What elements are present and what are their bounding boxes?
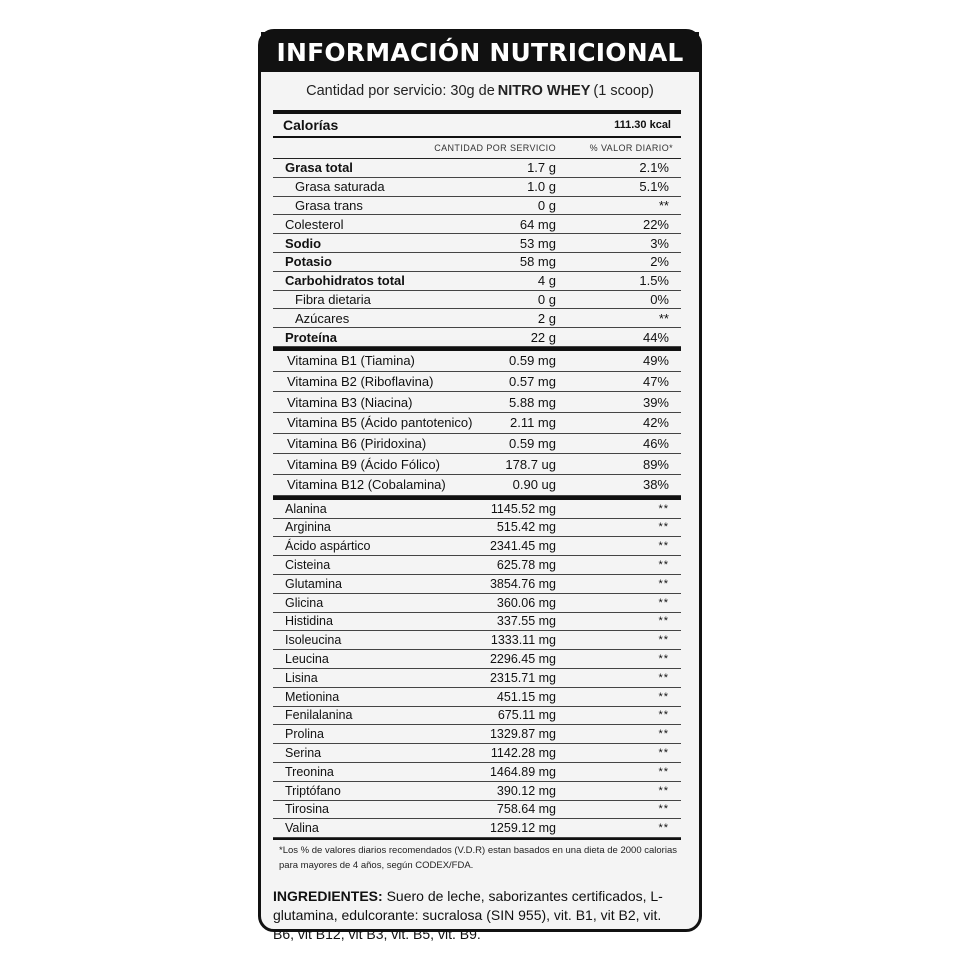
amino-acid-row-label: Leucina [285,652,329,667]
amino-acid-row [273,819,681,838]
amino-acid-row-label: Triptófano [285,783,341,798]
amino-acid-row-daily-value: ** [658,634,669,647]
amino-acid-row [273,519,681,538]
nutrient-row-amount: 1.0 g [527,179,556,195]
amino-acid-row-amount: 1145.52 mg [490,501,556,516]
calories-value: 111.30 kcal [614,119,671,131]
vitamin-row [273,454,681,475]
amino-acid-row [273,669,681,688]
vitamin-row [273,372,681,393]
nutrient-row-amount: 53 mg [519,235,556,251]
vitamin-row-daily-value: 38% [642,477,669,493]
calories-label: Calorías [283,117,339,133]
amino-acid-row-label: Tirosina [285,802,329,817]
column-headers [273,138,681,159]
vitamin-row-amount: 178.7 ug [505,456,556,472]
amino-acid-row-amount: 1142.28 mg [490,746,556,761]
amino-acids-table [273,500,681,838]
nutrient-row-label: Proteína [285,329,338,345]
amino-acid-row [273,707,681,726]
amino-acid-row-amount: 3854.76 mg [489,576,556,591]
amino-acid-row [273,725,681,744]
amino-acid-row-label: Glicina [285,595,324,610]
ingredients [273,887,681,944]
amino-acid-row-amount: 390.12 mg [496,783,556,798]
amino-acid-row-daily-value: ** [658,615,669,628]
amino-acid-row [273,631,681,650]
amino-acid-row-daily-value: ** [658,502,669,515]
nutrient-row-amount: 0 g [537,291,556,307]
amino-acid-row [273,744,681,763]
vitamin-row-daily-value: 47% [642,374,669,389]
nutrition-facts-panel [258,29,702,943]
vitamin-row-label: Vitamina B5 (Ácido pantotenico) [287,415,473,431]
amino-acid-row [273,556,681,575]
amino-acid-row-label: Histidina [285,614,333,629]
amino-acid-row [273,763,681,782]
serving-prefix: Cantidad por servicio: 30g de [306,83,495,99]
vitamin-row [273,392,681,413]
amino-acid-row-daily-value: ** [658,728,669,741]
nutrient-row-amount: 64 mg [519,216,556,232]
nutrient-row [273,272,681,291]
amino-acid-row-label: Ácido aspártico [285,539,371,554]
nutrient-row-daily-value: 1.5% [639,273,669,289]
amino-acid-row-daily-value: ** [658,803,669,816]
nutrient-row-label: Sodio [285,235,322,251]
vitamin-row-daily-value: 46% [642,436,669,452]
amino-acid-row-daily-value: ** [658,784,669,797]
amino-acid-row-amount: 1329.87 mg [489,727,556,742]
nutrient-row-daily-value: 2% [650,254,669,270]
amino-acid-row-daily-value: ** [658,765,669,778]
amino-acid-row-label: Lisina [285,670,318,685]
amino-acid-row-amount: 337.55 mg [496,614,556,629]
nutrient-row-daily-value: 0% [650,291,669,307]
vitamins-table [273,351,681,496]
nutrient-row-label: Grasa saturada [295,179,385,195]
vitamin-row [273,351,681,372]
vitamin-row-label: Vitamina B2 (Riboflavina) [287,374,434,389]
vitamin-row-daily-value: 49% [642,353,669,369]
ingredients-text: Suero de leche, saborizantes certificados, L-glutamina, edulcorante: sucralosa (SIN 955), vit. B1, vit B2, vit. B6, vit B12, vit B3, vit. B5, vit. B9. [273,888,663,943]
nutrient-row [273,309,681,328]
amino-acid-row-label: Glutamina [285,576,342,591]
nutrient-row-daily-value: 3% [650,235,669,251]
vitamin-row [273,434,681,455]
panel-title: INFORMACIÓN NUTRICIONAL [261,32,699,72]
nutrient-row-daily-value: 44% [642,329,669,345]
amino-acid-row [273,537,681,556]
amino-acid-row [273,688,681,707]
amino-acid-row-amount: 515.42 mg [496,520,556,535]
amino-acid-row-label: Cisteina [285,558,331,573]
nutrient-row-amount: 22 g [530,329,556,345]
amino-acid-row-amount: 2341.45 mg [489,539,556,554]
nutrient-row-amount: 58 mg [519,254,556,270]
vitamin-row-amount: 5.88 mg [509,394,556,410]
amino-acid-row [273,594,681,613]
nutrient-row-amount: 4 g [537,273,556,289]
vitamin-row-amount: 0.90 ug [512,477,556,493]
amino-acid-row-amount: 1464.89 mg [489,764,556,779]
amino-acid-row-daily-value: ** [658,577,669,590]
nutrient-row-label: Azúcares [295,310,350,326]
vitamin-row-label: Vitamina B1 (Tiamina) [287,353,415,369]
amino-acid-row-daily-value: ** [658,671,669,684]
nutrient-row-label: Potasio [285,254,332,270]
amino-acid-row [273,650,681,669]
nutrient-row-amount: 1.7 g [527,160,556,176]
amino-acid-row [273,801,681,820]
amino-acid-row-amount: 1259.12 mg [489,821,556,836]
amino-acid-row-amount: 2315.71 mg [489,670,556,685]
amino-acid-row-daily-value: ** [658,559,669,572]
nutrient-row-daily-value: 22% [642,216,669,232]
amino-acid-row-label: Arginina [285,520,331,535]
amino-acid-row-amount: 360.06 mg [496,595,556,610]
serving-size [261,72,699,110]
amino-acid-row-amount: 2296.45 mg [489,652,556,667]
amount-column-header: CANTIDAD POR SERVICIO [434,143,556,153]
vitamin-row-daily-value: 39% [642,394,669,410]
nutrient-row [273,159,681,178]
amino-acid-row-daily-value: ** [658,822,669,835]
nutrient-row [273,328,681,347]
amino-acid-row-daily-value: ** [658,709,669,722]
nutrient-row [273,178,681,197]
nutrient-row-label: Grasa trans [295,197,363,213]
nutrient-row-amount: 2 g [537,310,556,326]
amino-acid-row [273,613,681,632]
vitamin-row-daily-value: 42% [642,415,669,431]
vitamin-row-amount: 0.57 mg [509,374,556,389]
vitamin-row-amount: 0.59 mg [509,353,556,369]
amino-acid-row-label: Fenilalanina [285,708,353,723]
amino-acid-row-label: Prolina [285,727,324,742]
vitamin-row-label: Vitamina B9 (Ácido Fólico) [287,456,440,472]
amino-acid-row-daily-value: ** [658,521,669,534]
amino-acid-row-amount: 451.15 mg [496,689,556,704]
nutrient-row-daily-value: ** [658,310,669,326]
amino-acid-row [273,575,681,594]
nutrient-row-label: Carbohidratos total [285,273,405,289]
nutrient-row-daily-value: 2.1% [639,160,669,176]
footnote: *Los % de valores diarios recomendados (V.D.R) estan basados en una dieta de 2000 calorias para mayores de 4 años, según CODEX/FDA. [279,845,677,872]
nutrient-row-label: Fibra dietaria [295,291,371,307]
amino-acid-row-daily-value: ** [658,747,669,760]
nutrients-table [273,159,681,347]
amino-acid-row-label: Alanina [285,501,327,516]
serving-suffix: (1 scoop) [593,83,654,99]
amino-acid-row-label: Isoleucina [285,633,342,648]
vitamin-row-amount: 0.59 mg [509,436,556,452]
vitamin-row-amount: 2.11 mg [509,415,556,431]
amino-acid-row-daily-value: ** [658,540,669,553]
nutrient-row-amount: 0 g [537,197,556,213]
amino-acid-row-label: Valina [285,821,319,836]
vitamin-row-label: Vitamina B6 (Piridoxina) [287,436,427,452]
vitamin-row [273,413,681,434]
vitamin-row [273,475,681,496]
vitamin-row-label: Vitamina B12 (Cobalamina) [287,477,446,493]
nutrient-row-daily-value: ** [658,197,669,213]
nutrient-row-daily-value: 5.1% [639,179,669,195]
dv-column-header: % VALOR DIARIO* [589,143,673,153]
amino-acid-row [273,500,681,519]
nutrient-row [273,291,681,310]
amino-acid-row-amount: 625.78 mg [496,558,556,573]
amino-acid-row-daily-value: ** [658,596,669,609]
nutrient-row-label: Grasa total [285,160,353,176]
nutrient-row-label: Colesterol [285,216,344,232]
vitamin-row-daily-value: 89% [642,456,669,472]
amino-acid-row-amount: 1333.11 mg [490,633,556,648]
ingredients-label: INGREDIENTES: [273,888,383,905]
amino-acid-row-amount: 758.64 mg [496,802,556,817]
calories-row [273,110,681,138]
vitamin-row-label: Vitamina B3 (Niacina) [287,394,413,410]
amino-acid-row-label: Serina [285,746,322,761]
amino-acid-row-daily-value: ** [658,690,669,703]
nutrient-row [273,234,681,253]
nutrient-row [273,253,681,272]
nutrient-row [273,215,681,234]
amino-acid-row-amount: 675.11 mg [497,708,556,723]
amino-acid-row-label: Treonina [285,764,334,779]
nutrient-row [273,197,681,216]
amino-acid-row-label: Metionina [285,689,340,704]
product-name: NITRO WHEY [497,83,591,99]
amino-acid-row-daily-value: ** [658,653,669,666]
amino-acid-row [273,782,681,801]
